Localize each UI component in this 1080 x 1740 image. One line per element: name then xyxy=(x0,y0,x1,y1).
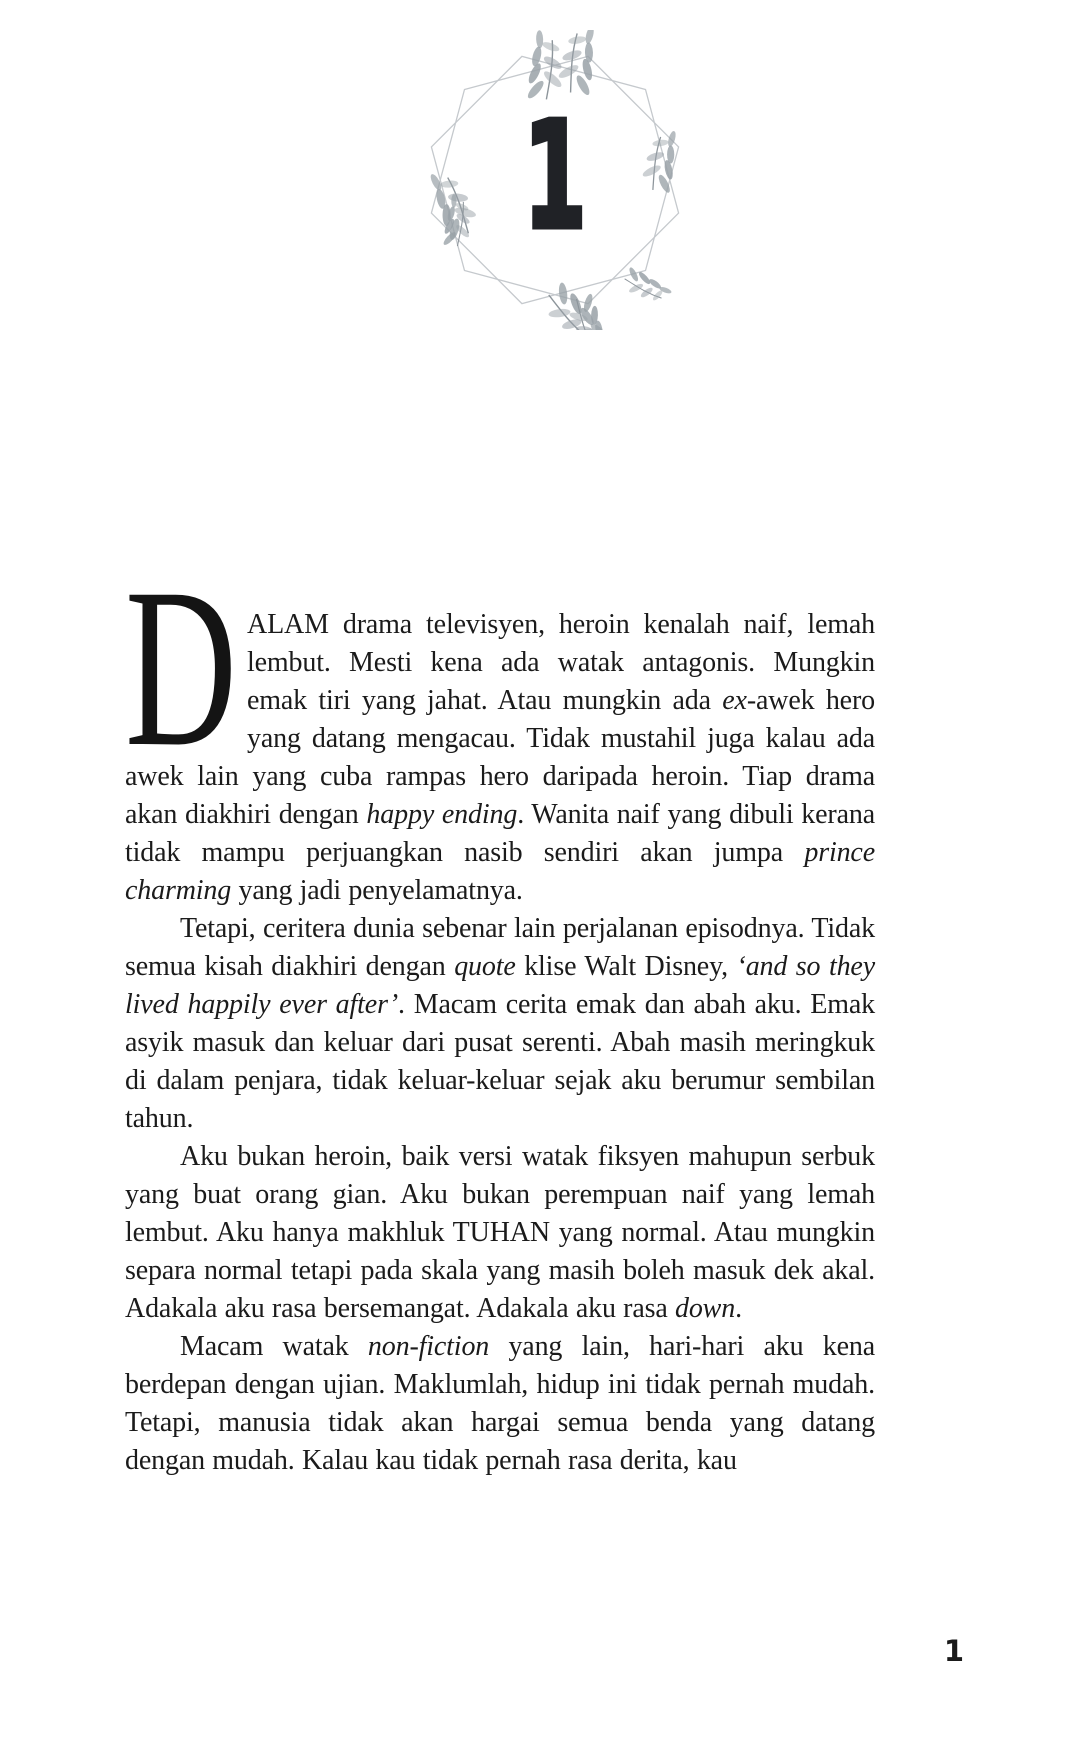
paragraph xyxy=(125,910,875,1138)
text-run: Tetapi, ceritera dunia sebenar lain perjalanan episodnya. Tidak semua kisah diakhiri dengan xyxy=(125,913,875,982)
paragraph xyxy=(125,542,875,910)
italic-text: ‘and so they lived happily ever after’ xyxy=(125,951,875,1020)
text-run: Aku bukan heroin, baik versi watak fiksyen mahupun serbuk yang buat orang gian. Aku bukan perempuan naif yang lemah lembut. Aku hanya makhluk TUHAN yang normal. Atau mungkin separa normal tetapi pada skala yang masih boleh masuk dek akal. Adakala aku rasa bersemangat. Adakala aku rasa xyxy=(125,1141,875,1324)
text-run: yang jadi penyelamatnya. xyxy=(231,875,523,906)
text-run: . Macam cerita emak dan abah aku. Emak asyik masuk dan keluar dari pusat serenti. Abah masih meringkuk di dalam penjara, tidak keluar-keluar sejak aku berumur sembilan tahun. xyxy=(125,989,875,1134)
text-run: Macam watak xyxy=(180,1331,368,1362)
italic-text: non-fiction xyxy=(367,1331,490,1362)
text-run: yang lain, hari-hari aku kena berdepan dengan ujian. Maklumlah, hidup ini tidak pernah mudah. Tetapi, manusia tidak akan hargai semua benda yang datang dengan mudah. Kalau kau tidak pernah rasa derita, kau xyxy=(125,1331,875,1476)
text-run: . xyxy=(735,1293,742,1324)
italic-text: happy ending xyxy=(366,799,518,830)
text-run: ALAM drama televisyen, heroin kenalah naif, lemah lembut. Mesti kena ada watak antagonis. Mungkin emak tiri yang jahat. Atau mungkin ada xyxy=(247,609,875,716)
chapter-number: 1 xyxy=(523,90,587,262)
paragraph xyxy=(125,1138,875,1328)
drop-cap: D xyxy=(125,542,237,794)
italic-text: quote xyxy=(454,951,516,982)
italic-text: down xyxy=(674,1293,736,1324)
italic-text: ex xyxy=(722,685,747,716)
text-run: . Wanita naif yang dibuli kerana tidak mampu perjuangkan nasib sendiri akan jumpa xyxy=(125,799,875,868)
text-run: klise Walt Disney, xyxy=(515,951,737,982)
chapter-ornament xyxy=(405,30,705,330)
paragraph xyxy=(125,1328,875,1480)
text-run: -awek hero yang datang mengacau. Tidak mustahil juga kalau ada awek lain yang cuba rampas hero daripada heroin. Tiap drama akan diakhiri dengan xyxy=(125,685,875,830)
italic-text: prince charming xyxy=(125,837,875,906)
page-number: 1 xyxy=(943,1634,965,1668)
body-text xyxy=(125,542,875,1480)
